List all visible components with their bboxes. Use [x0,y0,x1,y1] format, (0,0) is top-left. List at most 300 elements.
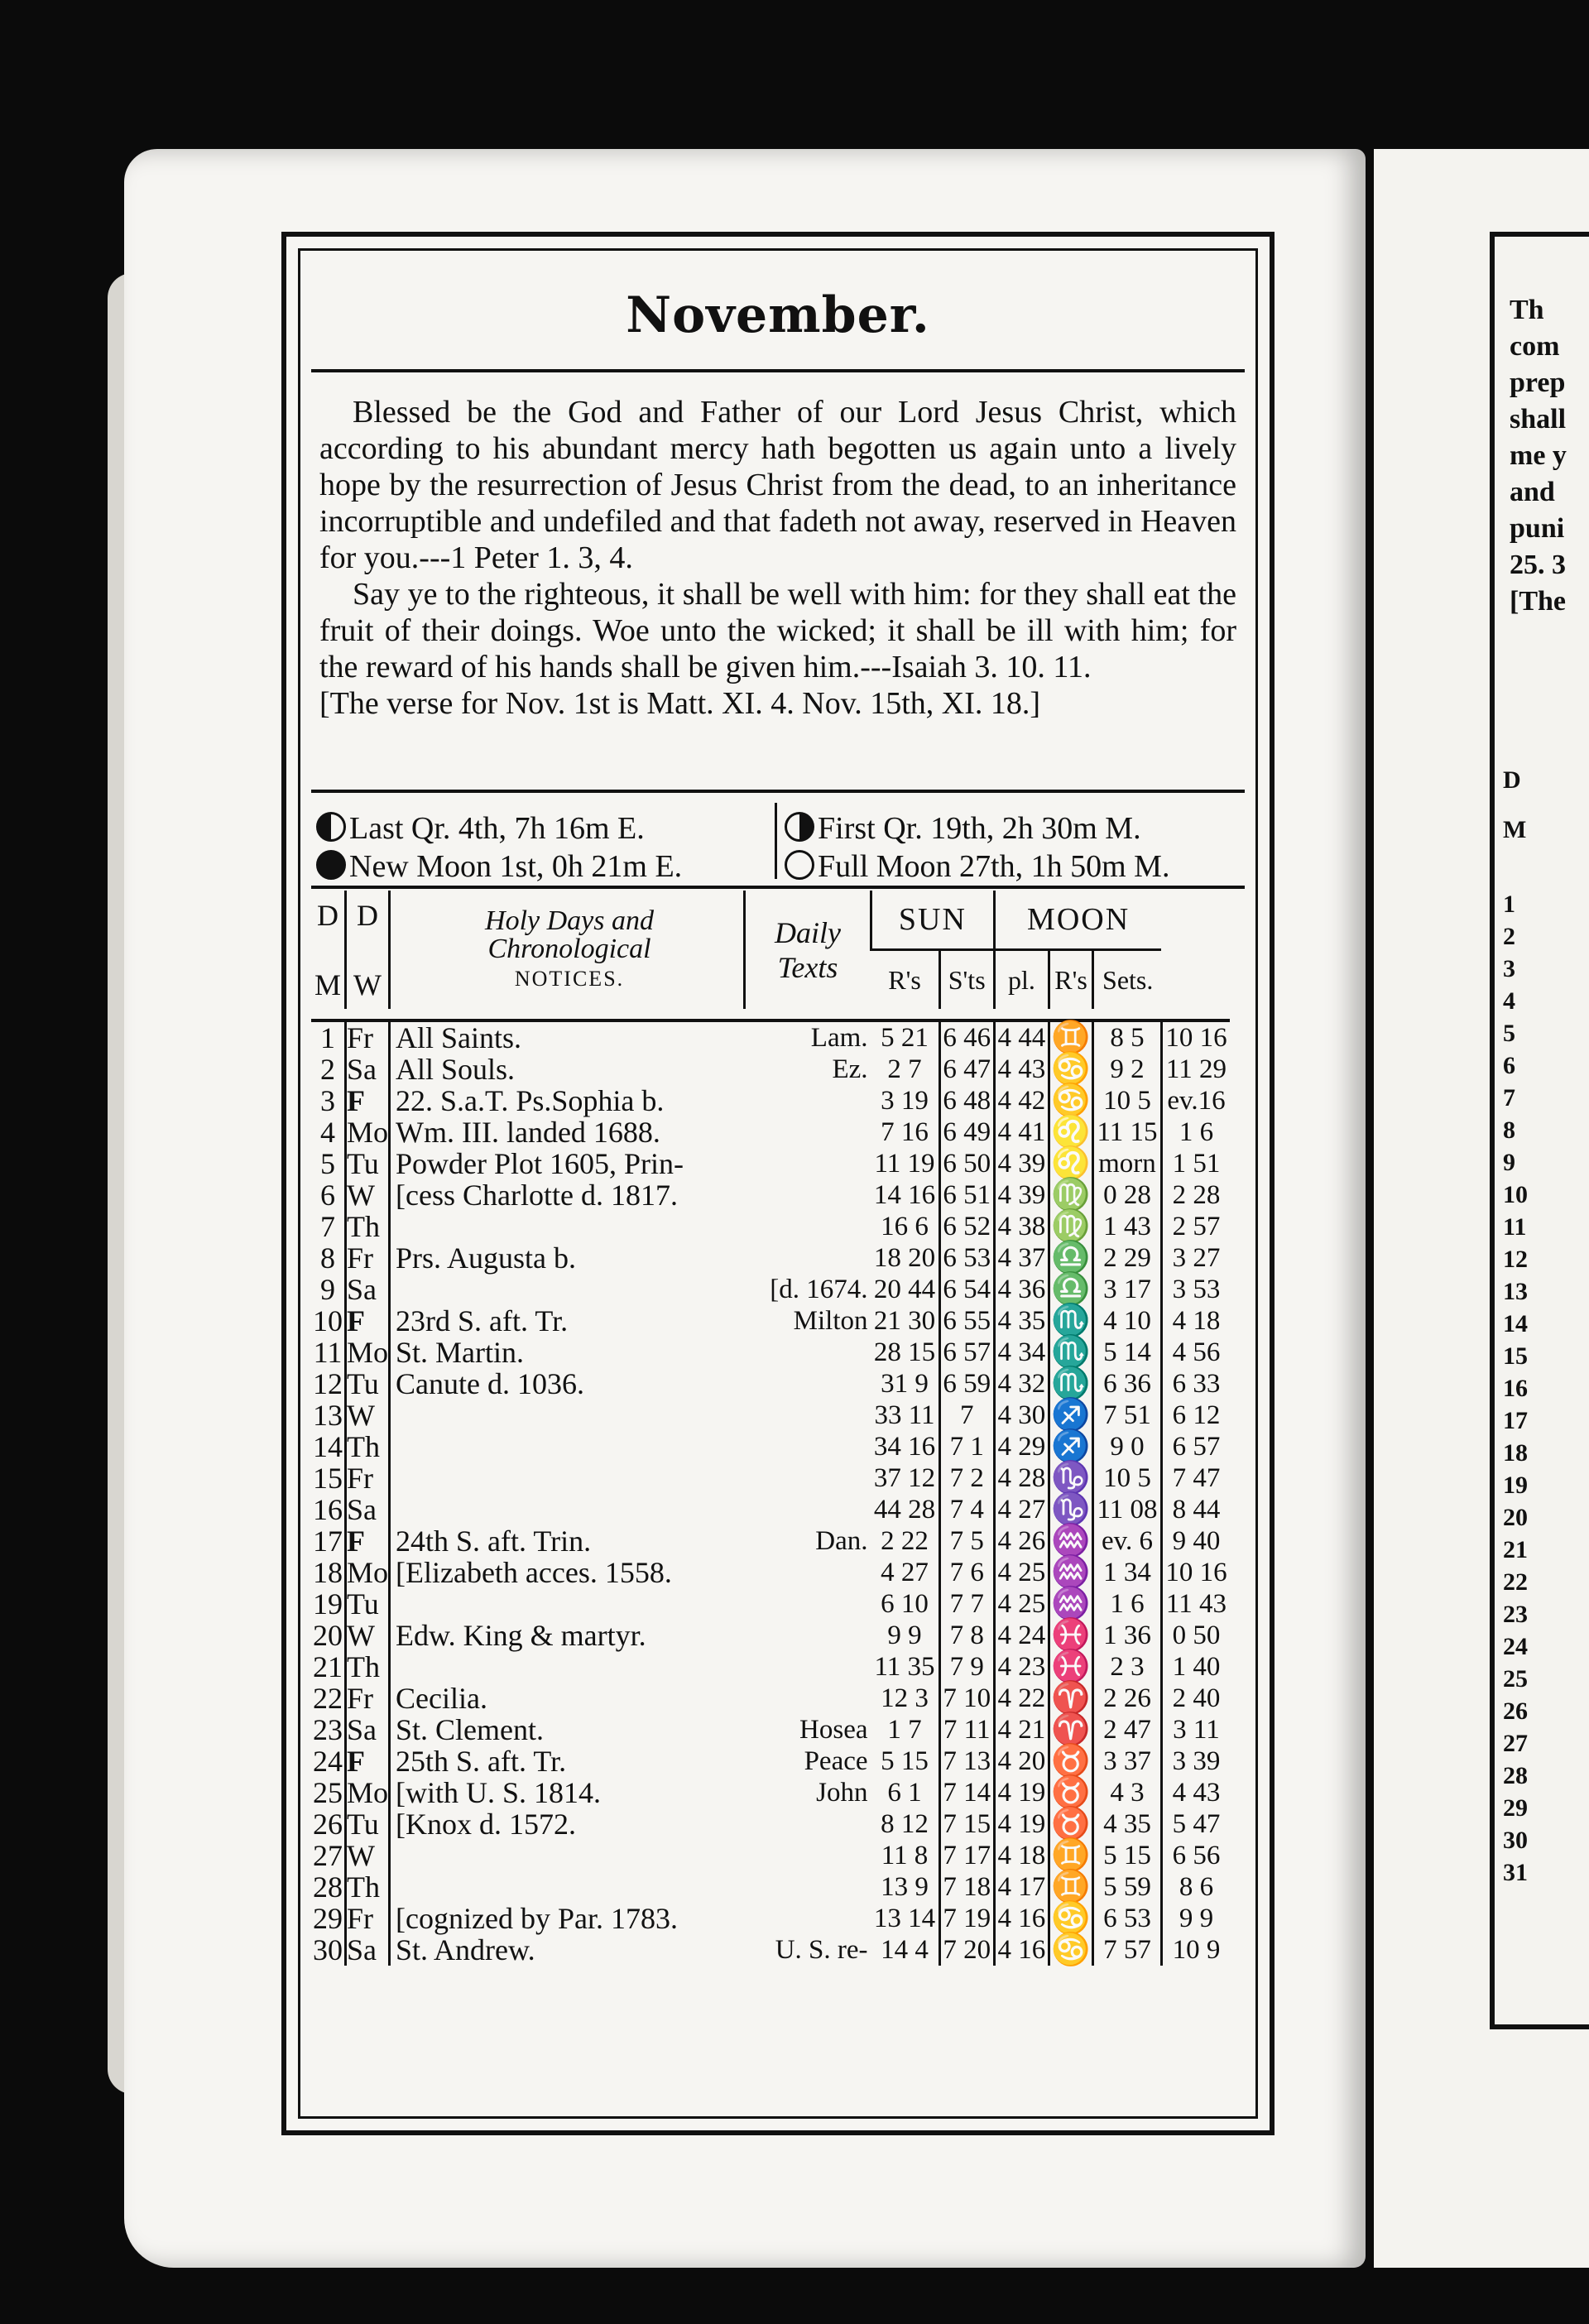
first-quarter-icon [785,812,814,842]
calendar-row [311,1337,1230,1368]
sun-sets: 4 21 [994,1714,1049,1745]
daily-text [745,1368,871,1400]
verse-note: [The verse for Nov. 1st is Matt. XI. 4. Nov. 15th, XI. 18.] [319,686,1041,721]
notice: All Souls. [390,1054,745,1085]
notice: St. Martin. [390,1337,745,1368]
notice [390,1871,745,1903]
day-of-month: 16 [313,1493,343,1526]
moon-place: ♉ [1049,1777,1093,1808]
moon-place: ♏ [1049,1337,1093,1368]
sun-rises: 6 54 [939,1274,994,1305]
sun-sets: 4 23 [994,1651,1049,1683]
day-of-month: 11 [313,1336,343,1369]
day-of-week: Sa [346,1274,390,1305]
header-day-of-week: D W [346,891,390,1009]
calendar-table [311,891,1230,1966]
daily-text-ref: 8 12 [881,1809,929,1839]
moon-rises: 2 47 [1093,1714,1162,1745]
notice [390,1274,745,1305]
sun-rises: 6 46 [939,1020,994,1054]
notice: Wm. III. landed 1688. [390,1116,745,1148]
facing-page-text: [The [1510,586,1566,617]
sun-rises: 7 20 [939,1934,994,1966]
calendar-row [311,1462,1230,1494]
moon-rises: morn [1093,1148,1162,1179]
daily-text: John [816,1778,868,1808]
sun-sets: 4 38 [994,1211,1049,1242]
notice: 25th S. aft. Tr. [390,1745,745,1777]
sun-sets: 4 36 [994,1274,1049,1305]
calendar-row [311,1588,1230,1620]
moon-sets: 2 57 [1161,1211,1230,1242]
sun-rises: 7 4 [939,1494,994,1525]
moon-place: ♈ [1049,1714,1093,1745]
sun-rises: 7 6 [939,1557,994,1588]
moon-rises: 4 10 [1093,1305,1162,1337]
sun-sets: 4 27 [994,1494,1049,1525]
sun-sets: 4 16 [994,1903,1049,1934]
moon-place: ♏ [1049,1368,1093,1400]
moon-rises: 2 29 [1093,1242,1162,1274]
daily-text [745,1840,871,1871]
day-of-week: Mo [347,1556,389,1589]
moon-place: ♌ [1049,1116,1093,1148]
moon-rises: 11 08 [1093,1494,1162,1525]
facing-day-number: 15 [1503,1342,1528,1370]
facing-page-text: Th [1510,295,1544,325]
moon-sets: 9 40 [1161,1525,1230,1557]
full-moon-icon [785,850,814,880]
moon-rises: 2 3 [1093,1651,1162,1683]
daily-text-ref: 12 3 [881,1683,929,1713]
calendar-row [311,1179,1230,1211]
sun-sets: 4 30 [994,1400,1049,1431]
verse-paragraph: Say ye to the righteous, it shall be well with him: for they shall eat the fruit of their doings. Woe unto the wicked; it shall be ill with him; for the reward of his hands shall be given him.---Isaiah 3. 10. 11. [319,577,1236,684]
sun-rises: 7 13 [939,1745,994,1777]
calendar-row [311,1368,1230,1400]
facing-day-number: 12 [1503,1246,1528,1273]
moon-place: ♋ [1049,1085,1093,1116]
sun-sets: 4 16 [994,1934,1049,1966]
day-of-week: Tu [346,1368,390,1400]
moon-rises: ev. 6 [1093,1525,1162,1557]
sun-sets: 4 22 [994,1683,1049,1714]
sun-rises: 7 15 [939,1808,994,1840]
notice [390,1588,745,1620]
facing-day-number: 7 [1503,1084,1515,1112]
sun-sets: 4 39 [994,1179,1049,1211]
notice [390,1462,745,1494]
calendar-row [311,1808,1230,1840]
header-day-of-month: D M [314,898,341,1001]
sun-sets: 4 43 [994,1054,1049,1085]
day-of-month: 1 [320,1021,335,1054]
sun-sets: 4 20 [994,1745,1049,1777]
last-quarter-text: Last Qr. 4th, 7h 16m E. [349,811,645,846]
moon-rises: 3 17 [1093,1274,1162,1305]
sun-rises: 7 8 [939,1620,994,1651]
notice [390,1211,745,1242]
sun-sets: 4 26 [994,1525,1049,1557]
day-of-week: Tu [346,1148,390,1179]
moon-place: ♋ [1049,1903,1093,1934]
day-of-month: 17 [313,1525,343,1558]
day-of-week: F [346,1085,390,1116]
day-of-month: 28 [313,1870,343,1904]
notice: St. Andrew. [390,1934,745,1966]
day-of-week: F [346,1525,390,1557]
moon-rises: 4 3 [1093,1777,1162,1808]
moon-place: ♐ [1049,1400,1093,1431]
moon-place: ♓ [1049,1651,1093,1683]
notice: Canute d. 1036. [390,1368,745,1400]
moon-rises: 4 35 [1093,1808,1162,1840]
header-moon-sets: Sets. [1093,950,1162,1010]
day-of-month: 26 [313,1808,343,1841]
daily-text [745,1179,871,1211]
moon-sets: 2 40 [1161,1683,1230,1714]
facing-day-number: 5 [1503,1020,1515,1047]
sun-rises: 7 1 [939,1431,994,1462]
daily-text [745,1148,871,1179]
notice: Prs. Augusta b. [390,1242,745,1274]
moon-rises: 7 57 [1093,1934,1162,1966]
moon-rises: 5 15 [1093,1840,1162,1871]
day-of-week: Th [346,1431,390,1462]
sun-sets: 4 17 [994,1871,1049,1903]
moon-place: ♋ [1049,1054,1093,1085]
calendar-row [311,1620,1230,1651]
facing-day-number: 29 [1503,1794,1528,1822]
sun-rises: 6 52 [939,1211,994,1242]
facing-day-number: 30 [1503,1827,1528,1854]
month-title: November. [626,286,930,344]
daily-text-ref: 11 19 [874,1149,935,1179]
day-of-week: Tu [346,1808,390,1840]
moon-sets: 11 43 [1161,1588,1230,1620]
daily-text-ref: 44 28 [873,1495,936,1525]
facing-day-number: 14 [1503,1310,1528,1337]
sun-rises: 6 50 [939,1148,994,1179]
daily-text-ref: 14 4 [881,1935,929,1965]
sun-rises: 6 59 [939,1368,994,1400]
daily-text [745,1683,871,1714]
daily-text [745,1588,871,1620]
moon-phases [311,799,1245,882]
daily-text-ref: 1 7 [887,1715,922,1745]
moon-sets: 4 56 [1161,1337,1230,1368]
moon-rises: 2 26 [1093,1683,1162,1714]
moon-place: ♑ [1049,1494,1093,1525]
day-of-month: 15 [313,1462,343,1495]
sun-rises: 7 2 [939,1462,994,1494]
day-of-month: 8 [320,1241,335,1275]
calendar-row [311,1054,1230,1085]
moon-sets: 3 11 [1161,1714,1230,1745]
sun-rises: 7 [939,1400,994,1431]
calendar-row [311,1494,1230,1525]
sun-rises: 7 5 [939,1525,994,1557]
last-quarter-icon [316,812,346,842]
daily-text-ref: 13 14 [873,1904,936,1933]
header-moon-place: pl. [994,950,1049,1010]
daily-text [745,1651,871,1683]
moon-sets: 10 16 [1161,1557,1230,1588]
daily-text-ref: 33 11 [874,1400,935,1430]
moon-rises: 6 53 [1093,1903,1162,1934]
header-notices: Holy Days and Chronological NOTICES. [390,891,745,1009]
daily-text [745,1557,871,1588]
sun-rises: 7 14 [939,1777,994,1808]
notice: St. Clement. [390,1714,745,1745]
facing-day-number: 13 [1503,1278,1528,1305]
header-moon-rises: R's [1049,950,1093,1010]
day-of-week: Sa [346,1714,390,1745]
daily-text [745,1211,871,1242]
header-daily-texts: Daily Texts [745,891,871,1009]
moon-rises: 10 5 [1093,1462,1162,1494]
sun-rises: 7 18 [939,1871,994,1903]
day-of-week: Th [346,1651,390,1683]
moon-sets: 3 27 [1161,1242,1230,1274]
day-of-month: 13 [313,1399,343,1432]
facing-day-number: 31 [1503,1859,1528,1886]
daily-text [745,1242,871,1274]
moon-rises: 9 2 [1093,1054,1162,1085]
calendar-row [311,1777,1230,1808]
day-of-month: 20 [313,1619,343,1652]
day-of-week: Fr [346,1903,390,1934]
sun-sets: 4 41 [994,1116,1049,1148]
notice: 23rd S. aft. Tr. [390,1305,745,1337]
facing-page-text: prep [1510,367,1566,398]
day-of-month: 5 [320,1147,335,1180]
moon-sets: 1 6 [1161,1116,1230,1148]
calendar-row [311,1903,1230,1934]
day-of-week: Fr [346,1242,390,1274]
moon-rises: 10 5 [1093,1085,1162,1116]
moon-sets: 10 16 [1161,1020,1230,1054]
facing-page-frame [1490,232,1589,2029]
calendar-row [311,1871,1230,1903]
moon-place: ♋ [1049,1934,1093,1966]
sun-sets: 4 44 [994,1020,1049,1054]
sun-sets: 4 29 [994,1431,1049,1462]
day-of-week: W [346,1179,390,1211]
calendar-row [311,1745,1230,1777]
verse-block [319,394,1236,722]
day-of-week: W [346,1620,390,1651]
day-of-week: Fr [346,1020,390,1054]
day-of-month: 18 [313,1556,343,1589]
daily-text [745,1871,871,1903]
day-of-week: Fr [346,1683,390,1714]
facing-header-m: M [1503,816,1527,843]
daily-text-ref: 5 15 [881,1746,929,1776]
facing-header-d: D [1503,766,1521,794]
day-of-week: Th [346,1871,390,1903]
notice: [cess Charlotte d. 1817. [390,1179,745,1211]
calendar-row [311,1211,1230,1242]
phase-divider [775,803,777,879]
notice: [Elizabeth acces. 1558. [390,1557,745,1588]
daily-text: Lam. [810,1023,868,1053]
daily-text-ref: 9 9 [887,1621,922,1650]
calendar-body [311,1020,1230,1966]
moon-place: ♉ [1049,1808,1093,1840]
day-of-week: Th [346,1211,390,1242]
moon-rises: 1 43 [1093,1211,1162,1242]
daily-text-ref: 11 8 [881,1841,929,1870]
daily-text-ref: 6 1 [887,1778,922,1808]
notice: [with U. S. 1814. [390,1777,745,1808]
daily-text: Ez. [832,1054,868,1084]
moon-sets: 0 50 [1161,1620,1230,1651]
moon-sets: 3 39 [1161,1745,1230,1777]
moon-rises: 1 6 [1093,1588,1162,1620]
daily-text-ref: 31 9 [881,1369,929,1399]
daily-text: Dan. [815,1526,868,1556]
moon-rises: 5 59 [1093,1871,1162,1903]
phase-rule-top [311,790,1245,793]
sun-sets: 4 19 [994,1777,1049,1808]
full-moon-text: Full Moon 27th, 1h 50m M. [818,849,1170,884]
calendar-row [311,1431,1230,1462]
notice [390,1400,745,1431]
day-of-month: 23 [313,1713,343,1746]
new-moon-text: New Moon 1st, 0h 21m E. [349,849,683,884]
facing-day-number: 18 [1503,1439,1528,1467]
calendar-row [311,1651,1230,1683]
moon-place: ♒ [1049,1525,1093,1557]
sun-sets: 4 39 [994,1148,1049,1179]
moon-sets: 8 44 [1161,1494,1230,1525]
notice: 22. S.a.T. Ps.Sophia b. [390,1085,745,1116]
day-of-month: 14 [313,1430,343,1463]
sun-sets: 4 42 [994,1085,1049,1116]
facing-day-number: 17 [1503,1407,1528,1434]
moon-sets: 1 40 [1161,1651,1230,1683]
daily-text: Peace [804,1746,868,1776]
moon-sets: 6 12 [1161,1400,1230,1431]
daily-text [745,1400,871,1431]
day-of-week: Sa [346,1934,390,1966]
moon-rises: 0 28 [1093,1179,1162,1211]
day-of-week: Mo [347,1776,389,1809]
sun-sets: 4 28 [994,1462,1049,1494]
moon-rises: 8 5 [1093,1020,1162,1054]
calendar-row [311,1525,1230,1557]
phase-rule-bottom [311,886,1245,889]
moon-place: ♎ [1049,1274,1093,1305]
daily-text-ref: 11 35 [874,1652,935,1682]
moon-rises: 3 37 [1093,1745,1162,1777]
moon-sets: 7 47 [1161,1462,1230,1494]
daily-text-ref: 37 12 [873,1463,936,1493]
moon-place: ♊ [1049,1871,1093,1903]
moon-place: ♌ [1049,1148,1093,1179]
daily-text-ref: 34 16 [873,1432,936,1462]
sun-sets: 4 25 [994,1588,1049,1620]
moon-place: ♈ [1049,1683,1093,1714]
almanac-frame [281,232,1275,2135]
moon-sets: 8 6 [1161,1871,1230,1903]
daily-text [745,1903,871,1934]
notice [390,1651,745,1683]
moon-sets: 6 56 [1161,1840,1230,1871]
daily-text [745,1620,871,1651]
sun-rises: 6 57 [939,1337,994,1368]
facing-day-number: 3 [1503,955,1515,982]
moon-sets: 6 33 [1161,1368,1230,1400]
moon-phase-right [785,809,1169,886]
day-of-week: Mo [347,1336,389,1369]
daily-text-ref: 3 19 [881,1086,929,1116]
moon-phase-left [316,809,682,886]
sun-sets: 4 25 [994,1557,1049,1588]
moon-sets: 6 57 [1161,1431,1230,1462]
day-of-week: Sa [346,1054,390,1085]
moon-place: ♐ [1049,1431,1093,1462]
sun-sets: 4 37 [994,1242,1049,1274]
daily-text-ref: 14 16 [873,1180,936,1210]
moon-sets: 1 51 [1161,1148,1230,1179]
daily-text-ref: 7 16 [881,1117,929,1147]
notice: Edw. King & martyr. [390,1620,745,1651]
facing-day-number: 25 [1503,1665,1528,1693]
moon-sets: ev.16 [1161,1085,1230,1116]
calendar-row [311,1116,1230,1148]
facing-page-text: 25. 3 [1510,550,1566,580]
sun-rises: 7 7 [939,1588,994,1620]
daily-text-ref: 5 21 [881,1023,929,1053]
sun-sets: 4 18 [994,1840,1049,1871]
new-moon-icon [316,850,346,880]
facing-page-text: me y [1510,440,1567,471]
facing-day-number: 24 [1503,1633,1528,1660]
sun-rises: 6 51 [939,1179,994,1211]
notice: Cecilia. [390,1683,745,1714]
sun-rises: 7 9 [939,1651,994,1683]
day-of-week: F [346,1305,390,1337]
moon-place: ♑ [1049,1462,1093,1494]
facing-day-number: 26 [1503,1697,1528,1725]
sun-sets: 4 35 [994,1305,1049,1337]
header-sun: SUN [871,891,995,950]
moon-rises: 1 36 [1093,1620,1162,1651]
sun-rises: 7 11 [939,1714,994,1745]
daily-text: Hosea [799,1715,868,1745]
facing-day-number: 8 [1503,1116,1515,1144]
notice [390,1494,745,1525]
verse-paragraph: Blessed be the God and Father of our Lord Jesus Christ, which according to his abundant mercy hath begotten us again unto a lively hope by the resurrection of Jesus Christ from the dead, to an inheritance incorruptible and undefiled and that fadeth not away, reserved in Heaven for you.---1 Peter 1. 3, 4. [319,395,1236,575]
day-of-month: 27 [313,1839,343,1872]
day-of-month: 6 [320,1179,335,1212]
moon-place: ♉ [1049,1745,1093,1777]
moon-place: ♊ [1049,1840,1093,1871]
moon-sets: 11 29 [1161,1054,1230,1085]
day-of-month: 21 [313,1650,343,1683]
sun-rises: 7 10 [939,1683,994,1714]
daily-text [745,1494,871,1525]
day-of-month: 22 [313,1682,343,1715]
facing-day-number: 2 [1503,923,1515,950]
header-moon: MOON [994,891,1161,950]
daily-text [745,1808,871,1840]
sun-sets: 4 32 [994,1368,1049,1400]
sun-rises: 7 17 [939,1840,994,1871]
moon-place: ♏ [1049,1305,1093,1337]
